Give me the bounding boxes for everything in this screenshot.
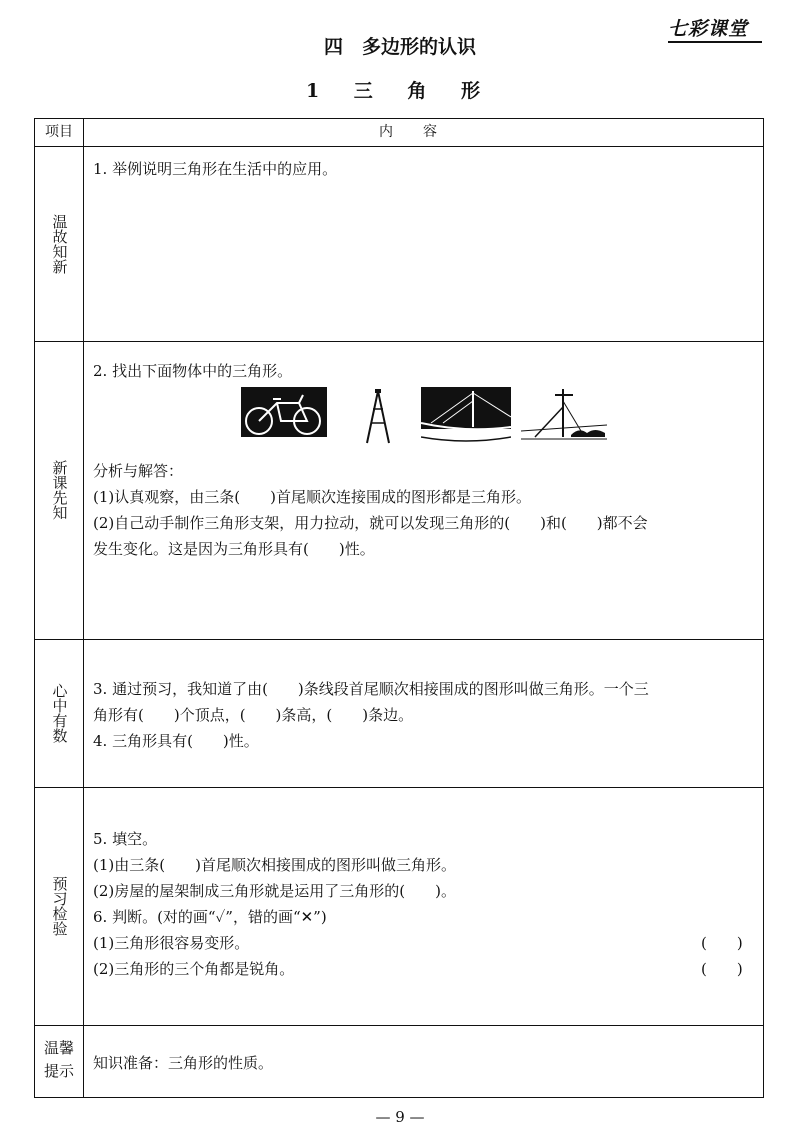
worksheet-table (34, 118, 764, 1098)
answer-bracket-6-1: ( ) (701, 934, 743, 952)
column-header-content: 内容 (379, 124, 467, 140)
row-divider (35, 639, 763, 640)
row-label-tip-text: 温馨提示 (43, 1039, 74, 1080)
question-4: 4. 三角形具有( )性。 (93, 732, 259, 750)
column-header-item: 项目 (45, 124, 73, 140)
bicycle-photo (241, 387, 327, 447)
question-2: 2. 找出下面物体中的三角形。 (93, 362, 293, 380)
row-label-new-lesson: 新课先知 (50, 460, 69, 520)
analysis-heading: 分析与解答： (93, 462, 184, 480)
question-5-1: (1)由三条( )首尾顺次相接围成的图形叫做三角形。 (93, 856, 456, 874)
question-5: 5. 填空。 (93, 830, 158, 848)
row-divider (35, 341, 763, 342)
tip-text: 知识准备：三角形的性质。 (93, 1054, 274, 1072)
row-label-review: 温故知新 (50, 213, 69, 274)
question-6: 6. 判断。(对的画“✓”，错的画“✕”) (93, 908, 327, 926)
unit-title: 四 多边形的认识 (323, 36, 476, 58)
ladder-photo (363, 387, 393, 447)
analysis-line-2: (2)自己动手制作三角形支架，用力拉动，就可以发现三角形的( )和( )都不会 (93, 514, 648, 532)
question-3-line-2: 角形有( )个顶点，( )条高，( )条边。 (93, 706, 414, 724)
analysis-line-3: 发生变化。这是因为三角形具有( )性。 (93, 540, 375, 558)
page-number: — 9 — (375, 1108, 425, 1126)
question-1: 1. 举例说明三角形在生活中的应用。 (93, 160, 338, 178)
answer-bracket-6-2: ( ) (701, 960, 743, 978)
row-label-tip (35, 1037, 83, 1083)
publisher-logo: 七彩课堂 (668, 18, 749, 40)
column-divider (83, 119, 84, 1097)
row-divider (35, 1025, 763, 1026)
row-divider (35, 787, 763, 788)
question-5-2: (2)房屋的屋架制成三角形就是运用了三角形的( )。 (93, 882, 456, 900)
utility-pole-photo (521, 387, 607, 447)
bridge-photo (421, 387, 511, 447)
question-3-line-1: 3. 通过预习，我知道了由( )条线段首尾顺次相接围成的图形叫做三角形。一个三 (93, 680, 649, 698)
question-6-2: (2)三角形的三个角都是锐角。 (93, 960, 295, 978)
question-6-1: (1)三角形很容易变形。 (93, 934, 250, 952)
lesson-title: 1 三 角 形 (305, 80, 495, 102)
row-label-summary: 心中有数 (50, 683, 69, 743)
row-divider (35, 146, 763, 147)
analysis-line-1: (1)认真观察，由三条( )首尾顺次连接围成的图形都是三角形。 (93, 488, 531, 506)
row-label-check: 预习检验 (50, 876, 69, 936)
